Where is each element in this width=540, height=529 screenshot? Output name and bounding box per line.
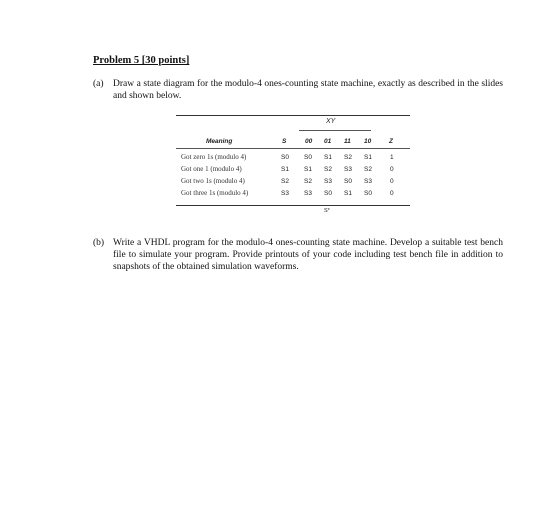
row-3-output: 0 bbox=[390, 190, 394, 197]
state-table bbox=[176, 112, 410, 220]
header-01: 01 bbox=[324, 138, 332, 145]
header-11: 11 bbox=[344, 138, 351, 145]
table-group-rule bbox=[299, 130, 371, 131]
part-a bbox=[93, 78, 503, 104]
header-00: 00 bbox=[305, 138, 313, 145]
table-group-header: XY bbox=[326, 118, 336, 125]
row-2-output: 0 bbox=[390, 178, 394, 185]
table-footer-label: S* bbox=[324, 208, 330, 214]
row-2-state: S2 bbox=[281, 178, 289, 185]
row-3-next-11: S1 bbox=[344, 190, 352, 197]
part-b bbox=[93, 237, 503, 287]
part-b-text: Write a VHDL program for the modulo-4 ones-counting state machine. Develop a suitable test bench file to simulate your program. Provide printouts of your code including test bench file in addition to snapshots of the obtained simulation waveforms. bbox=[113, 238, 503, 272]
header-state: S bbox=[282, 138, 287, 145]
row-2-next-10: S3 bbox=[364, 178, 372, 185]
row-3-next-10: S0 bbox=[364, 190, 372, 197]
row-3-next-01: S0 bbox=[324, 190, 332, 197]
row-3-meaning: Got three 1s (modulo 4) bbox=[181, 189, 249, 197]
row-2-next-11: S0 bbox=[344, 178, 352, 185]
row-1-next-00: S1 bbox=[304, 166, 312, 173]
row-2-meaning: Got two 1s (modulo 4) bbox=[181, 177, 245, 185]
row-0-meaning: Got zero 1s (modulo 4) bbox=[181, 153, 247, 161]
row-1-output: 0 bbox=[390, 166, 394, 173]
header-meaning: Meaning bbox=[206, 138, 233, 145]
table-bottom-rule bbox=[176, 205, 410, 206]
row-1-next-01: S2 bbox=[324, 166, 332, 173]
header-z: Z bbox=[389, 138, 393, 145]
row-2-next-00: S2 bbox=[304, 178, 312, 185]
row-1-meaning: Got one 1 (modulo 4) bbox=[181, 165, 242, 173]
row-0-output: 1 bbox=[390, 154, 394, 161]
part-a-label: (a) bbox=[93, 79, 104, 89]
row-0-next-01: S1 bbox=[324, 154, 332, 161]
table-top-rule bbox=[176, 115, 410, 116]
row-3-next-00: S3 bbox=[304, 190, 312, 197]
row-1-next-10: S2 bbox=[364, 166, 372, 173]
table-header-rule bbox=[176, 148, 410, 149]
row-0-next-10: S1 bbox=[364, 154, 372, 161]
part-b-label: (b) bbox=[93, 238, 105, 248]
row-0-state: S0 bbox=[281, 154, 289, 161]
row-3-state: S3 bbox=[281, 190, 289, 197]
row-1-next-11: S3 bbox=[344, 166, 352, 173]
part-a-text: Draw a state diagram for the modulo-4 ones-counting state machine, exactly as described in the slides and shown below. bbox=[113, 79, 503, 101]
row-2-next-01: S3 bbox=[324, 178, 332, 185]
header-10: 10 bbox=[364, 138, 372, 145]
row-0-next-11: S2 bbox=[344, 154, 352, 161]
row-0-next-00: S0 bbox=[304, 154, 312, 161]
row-1-state: S1 bbox=[281, 166, 289, 173]
problem-title: Problem 5 [30 points] bbox=[93, 55, 190, 66]
